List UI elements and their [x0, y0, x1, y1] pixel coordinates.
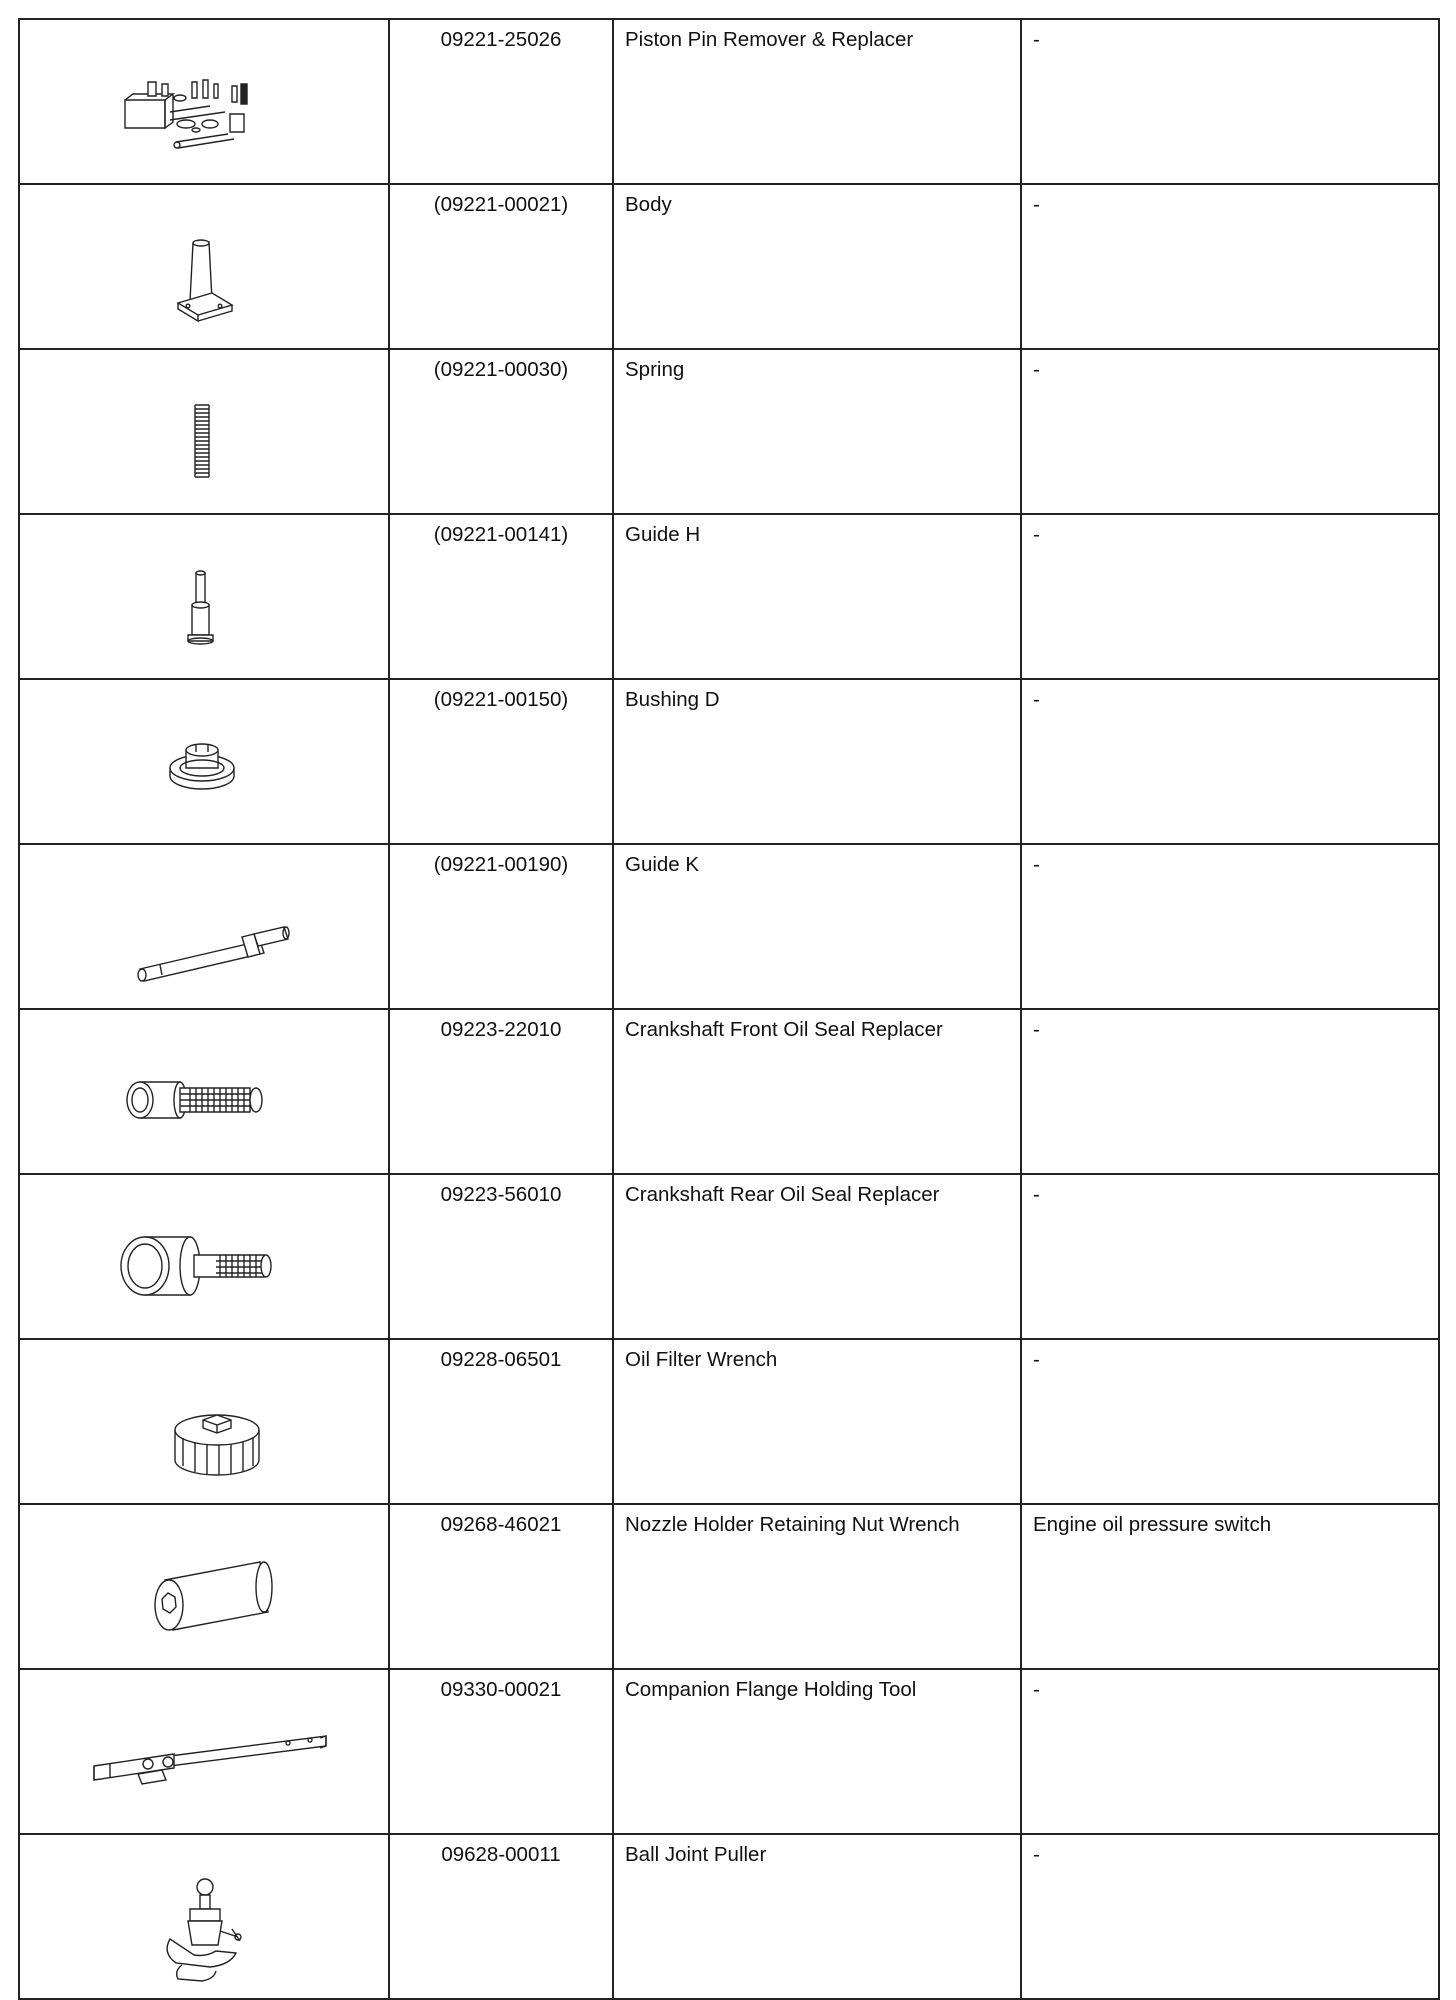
part-number: 09330-00021: [389, 1669, 613, 1834]
part-number: 09223-22010: [389, 1009, 613, 1174]
part-number: 09268-46021: [389, 1504, 613, 1669]
tool-note: -: [1021, 514, 1439, 679]
table-row: [19, 349, 1439, 514]
tool-name: Crankshaft Rear Oil Seal Replacer: [613, 1174, 1021, 1339]
tool-illustration-cell: [19, 184, 389, 349]
tool-note: -: [1021, 19, 1439, 184]
table-row: [19, 19, 1439, 184]
tool-note: -: [1021, 679, 1439, 844]
tool-illustration-cell: [19, 1174, 389, 1339]
tool-note: -: [1021, 1009, 1439, 1174]
front-oil-seal-replacer-icon: [20, 1010, 388, 1167]
table-row: [19, 1174, 1439, 1339]
tool-name: Guide H: [613, 514, 1021, 679]
tool-note: -: [1021, 184, 1439, 349]
tool-name: Crankshaft Front Oil Seal Replacer: [613, 1009, 1021, 1174]
tool-name: Companion Flange Holding Tool: [613, 1669, 1021, 1834]
table-row: [19, 1504, 1439, 1669]
tool-note: -: [1021, 1669, 1439, 1834]
part-number: 09228-06501: [389, 1339, 613, 1504]
flange-holding-tool-icon: [20, 1670, 388, 1827]
piston-pin-tool-set-icon: [20, 20, 388, 177]
tool-note: Engine oil pressure switch: [1021, 1504, 1439, 1669]
tool-name: Piston Pin Remover & Replacer: [613, 19, 1021, 184]
tool-note: -: [1021, 844, 1439, 1009]
tool-name: Spring: [613, 349, 1021, 514]
part-number: 09221-25026: [389, 19, 613, 184]
table-row: [19, 1009, 1439, 1174]
tool-name: Nozzle Holder Retaining Nut Wrench: [613, 1504, 1021, 1669]
tool-name: Oil Filter Wrench: [613, 1339, 1021, 1504]
tool-illustration-cell: [19, 1834, 389, 1999]
bushing-d-icon: [20, 680, 388, 837]
body-icon: [20, 185, 388, 342]
part-number: (09221-00030): [389, 349, 613, 514]
part-number: (09221-00141): [389, 514, 613, 679]
part-number: (09221-00190): [389, 844, 613, 1009]
table-row: [19, 514, 1439, 679]
tool-name: Ball Joint Puller: [613, 1834, 1021, 1999]
tool-illustration-cell: [19, 514, 389, 679]
guide-h-icon: [20, 515, 388, 672]
table-row: [19, 1669, 1439, 1834]
tool-name: Body: [613, 184, 1021, 349]
guide-k-icon: [20, 845, 388, 1002]
part-number: (09221-00150): [389, 679, 613, 844]
tool-illustration-cell: [19, 1339, 389, 1504]
part-number: (09221-00021): [389, 184, 613, 349]
nozzle-holder-wrench-icon: [20, 1505, 388, 1662]
table-row: [19, 1339, 1439, 1504]
tool-illustration-cell: [19, 1669, 389, 1834]
tool-note: -: [1021, 1174, 1439, 1339]
oil-filter-wrench-icon: [20, 1340, 388, 1497]
part-number: 09628-00011: [389, 1834, 613, 1999]
spring-icon: [20, 350, 388, 507]
tool-illustration-cell: [19, 1504, 389, 1669]
table-row: [19, 679, 1439, 844]
tool-illustration-cell: [19, 679, 389, 844]
table-row: [19, 844, 1439, 1009]
tool-note: -: [1021, 349, 1439, 514]
tool-note: -: [1021, 1339, 1439, 1504]
tool-illustration-cell: [19, 1009, 389, 1174]
part-number: 09223-56010: [389, 1174, 613, 1339]
tool-illustration-cell: [19, 844, 389, 1009]
tool-note: -: [1021, 1834, 1439, 1999]
table-row: [19, 184, 1439, 349]
special-tools-table: [18, 18, 1440, 2000]
tool-name: Guide K: [613, 844, 1021, 1009]
tool-name: Bushing D: [613, 679, 1021, 844]
ball-joint-puller-icon: [20, 1835, 388, 1992]
rear-oil-seal-replacer-icon: [20, 1175, 388, 1332]
table-row: [19, 1834, 1439, 1999]
tool-illustration-cell: [19, 19, 389, 184]
tool-illustration-cell: [19, 349, 389, 514]
